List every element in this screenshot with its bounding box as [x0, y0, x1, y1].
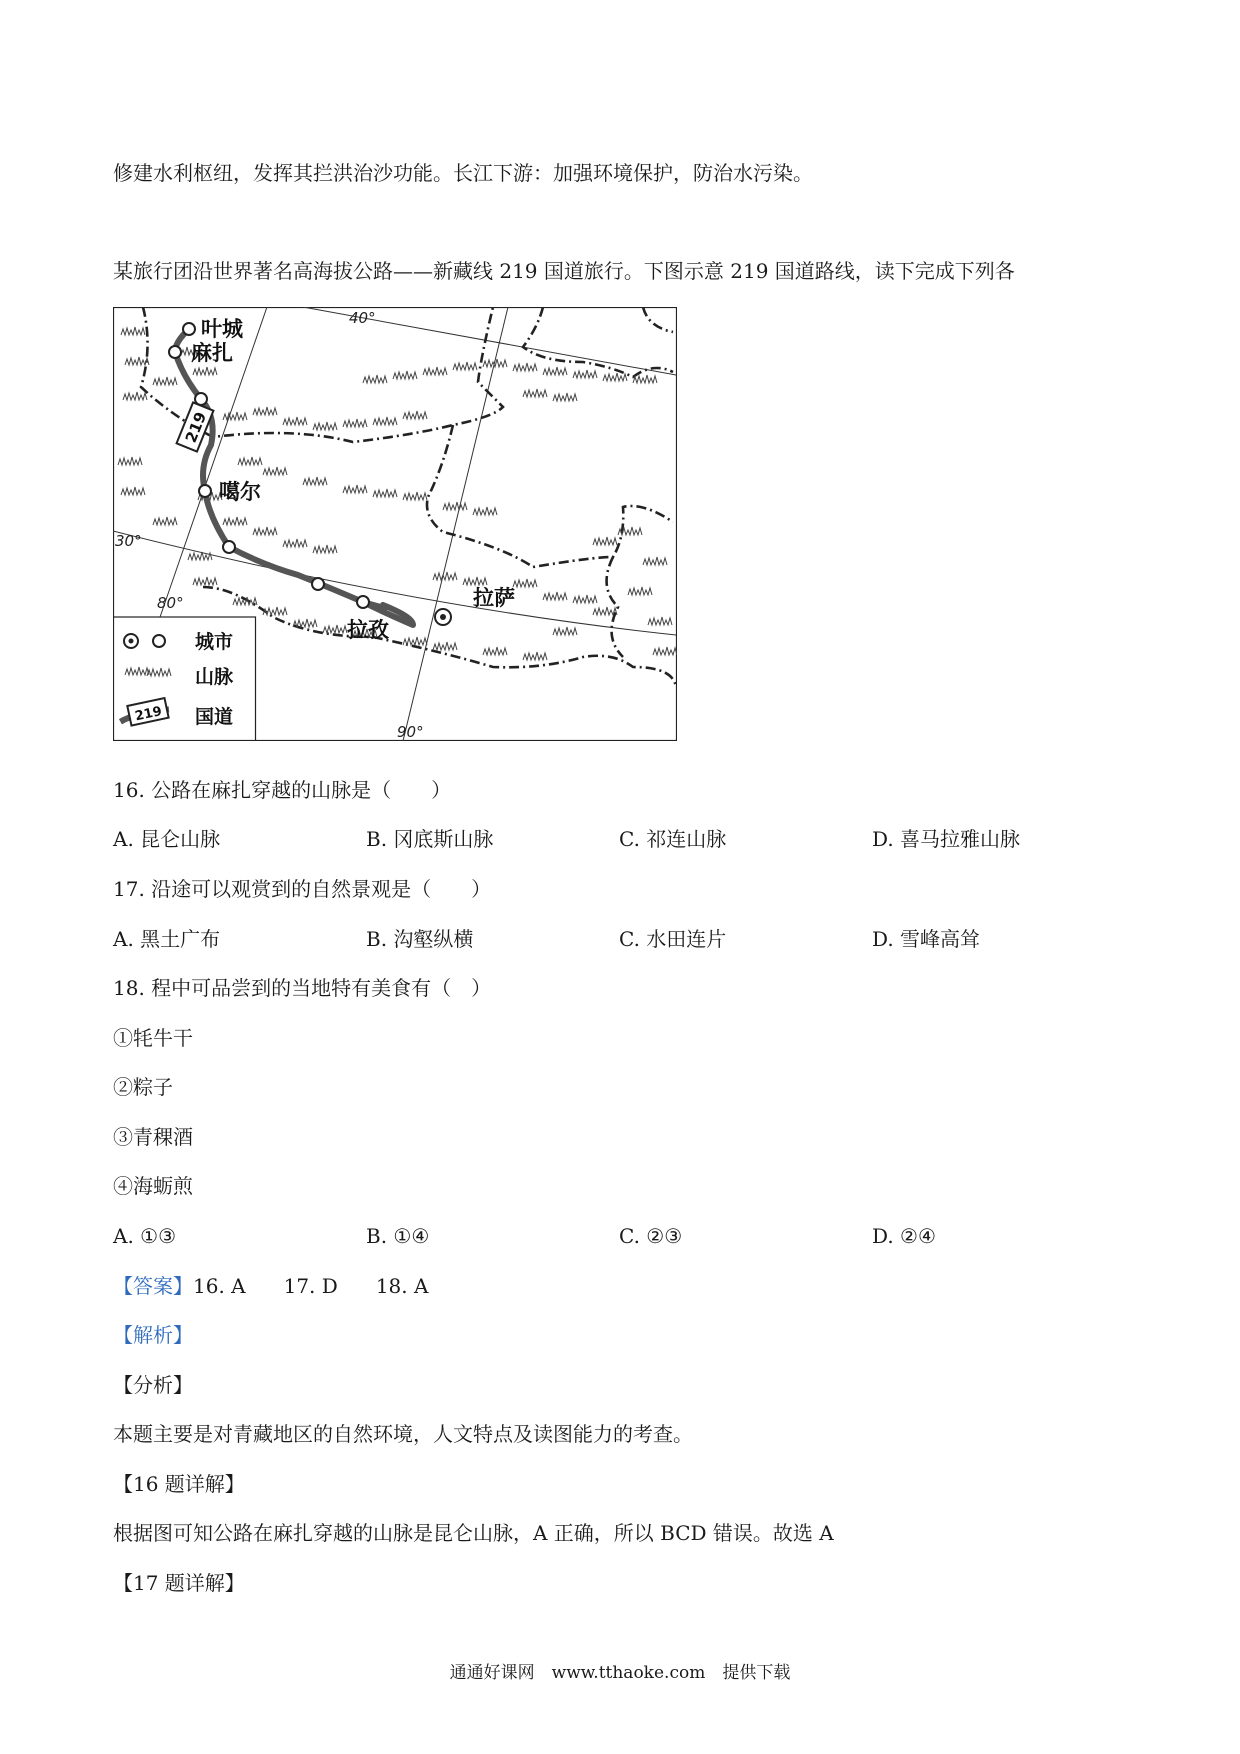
top-text: 修建水利枢纽，发挥其拦洪治沙功能。长江下游：加强环境保护，防治水污染。 [113, 161, 813, 185]
city-label-lasa: 拉萨 [473, 586, 515, 610]
q18-option-c[interactable]: C. ②③ [619, 1224, 683, 1248]
answer-line [113, 1273, 466, 1299]
fenxi-text: 本题主要是对青藏地区的自然环境，人文特点及读图能力的考查。 [113, 1422, 693, 1446]
svg-text:219: 219 [181, 409, 211, 446]
question-intro: 某旅行团沿世界著名高海拔公路——新藏线 219 国道旅行。下图示意 219 国道路线，读下完成下列各 [113, 259, 1015, 283]
q16-detail-text: 根据图可知公路在麻扎穿越的山脉是昆仑山脉，A 正确，所以 BCD 错误。故选 A [113, 1521, 834, 1545]
legend-label-city: 城市 [195, 631, 234, 653]
page-footer: 通通好课网 www.tthaoke.com 提供下载 [449, 1663, 791, 1683]
q18-item-1: ①牦牛干 [113, 1026, 193, 1050]
city-label-mazha: 麻扎 [191, 341, 233, 365]
legend-label-mountain: 山脉 [195, 666, 234, 688]
answer-label: 【答案】 [113, 1274, 193, 1298]
lon-label-80: 80° [157, 594, 184, 612]
question-17-stem: 17. 沿途可以观赏到的自然景观是（ ） [113, 877, 492, 901]
fenxi-label: 【分析】 [113, 1373, 193, 1397]
q17-detail-label: 【17 题详解】 [113, 1571, 245, 1595]
q16-option-c[interactable]: C. 祁连山脉 [619, 827, 727, 851]
q18-item-4: ④海蛎煎 [113, 1174, 193, 1198]
q17-option-d[interactable]: D. 雪峰高耸 [872, 927, 981, 951]
answer-17: 17. D [283, 1274, 338, 1298]
analysis-label: 【解析】 [113, 1323, 193, 1347]
q16-detail-label: 【16 题详解】 [113, 1472, 245, 1496]
q16-option-a[interactable]: A. 昆仑山脉 [113, 827, 221, 851]
q16-option-d[interactable]: D. 喜马拉雅山脉 [872, 827, 1021, 851]
legend-label-road: 国道 [195, 706, 234, 728]
question-18-options [113, 1223, 1123, 1249]
city-label-lazi: 拉孜 [347, 618, 389, 642]
question-18-stem: 18. 程中可品尝到的当地特有美食有（ ） [113, 976, 492, 1000]
question-16-stem: 16. 公路在麻扎穿越的山脉是（ ） [113, 778, 452, 802]
question-17-options [113, 926, 1123, 952]
city-label-yecheng: 叶城 [201, 317, 243, 341]
q18-item-3: ③青稞酒 [113, 1125, 193, 1149]
q17-option-a[interactable]: A. 黑土广布 [113, 927, 221, 951]
q18-option-a[interactable]: A. ①③ [113, 1224, 177, 1248]
lat-label-30: 30° [115, 532, 142, 550]
q17-option-c[interactable]: C. 水田连片 [619, 927, 727, 951]
q18-item-2: ②粽子 [113, 1075, 173, 1099]
answer-16: 16. A [193, 1274, 246, 1298]
map-legend [114, 617, 256, 741]
svg-text:219: 219 [133, 704, 164, 725]
question-16-options [113, 826, 1123, 852]
q16-option-b[interactable]: B. 冈底斯山脉 [366, 827, 494, 851]
city-label-gaer: 噶尔 [219, 480, 261, 504]
q17-option-b[interactable]: B. 沟壑纵横 [366, 927, 474, 951]
route-219-map [113, 307, 677, 741]
lat-label-40: 40° [349, 309, 376, 327]
q18-option-b[interactable]: B. ①④ [366, 1224, 430, 1248]
answer-18: 18. A [375, 1274, 429, 1298]
lon-label-90: 90° [397, 723, 424, 741]
q18-option-d[interactable]: D. ②④ [872, 1224, 936, 1248]
